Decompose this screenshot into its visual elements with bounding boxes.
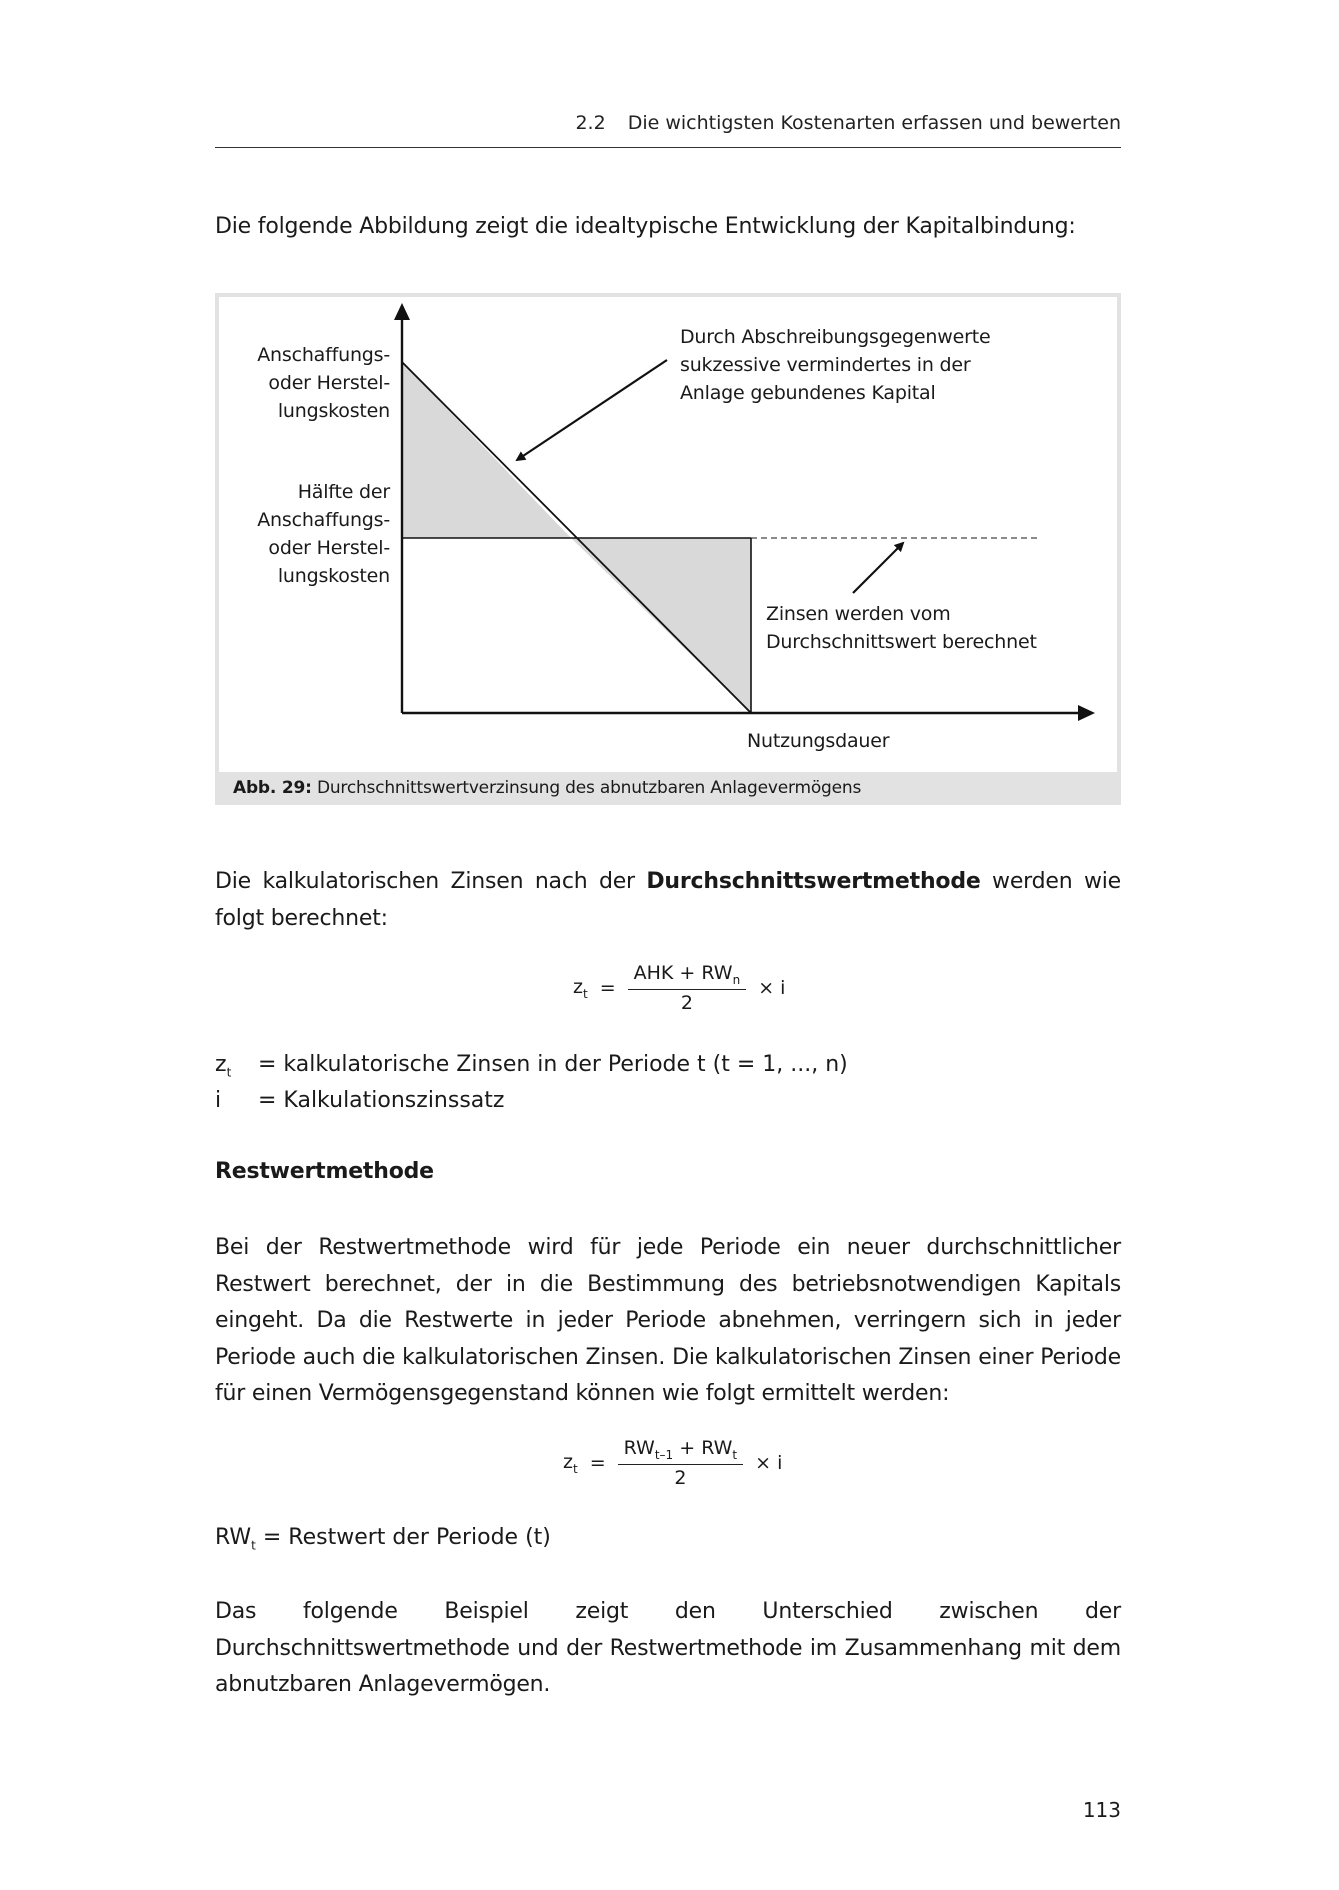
annotation-interest-line: Durchschnittswert berechnet xyxy=(766,631,1037,653)
y-label-half-cost-line: oder Herstel- xyxy=(268,537,390,559)
y-axis-arrowhead xyxy=(394,303,410,320)
formula-denominator: 2 xyxy=(680,991,693,1014)
y-label-full-cost xyxy=(215,341,390,425)
formula-multiplier: × i xyxy=(758,976,786,999)
legend-symbol-subscript: t xyxy=(226,1065,232,1080)
formula-multiplier: × i xyxy=(755,1451,783,1474)
legend-row-i xyxy=(215,1083,504,1119)
legend-symbol-text: z xyxy=(215,1052,227,1077)
numerator-subscript: t–1 xyxy=(654,1447,674,1462)
y-label-half-cost-line: Hälfte der xyxy=(297,481,390,503)
formula-average-method xyxy=(573,962,785,1014)
rw-definition-text: = Restwert der Periode (t) xyxy=(255,1525,551,1550)
residual-method-paragraph: Bei der Restwertmethode wird für jede Periode ein neuer durchschnittlicher Restwert berechnet, der in die Bestimmung des betriebsnotwendigen Kapitals eingeht. Da die Restwerte in jeder Periode abnehmen, verringern sich in jeder Periode auch die kalkulatorischen Zinsen. Die kalkulatorischen Zinsen einer Periode für einen Vermögensgegenstand können wie folgt ermittelt werden: xyxy=(215,1235,1121,1406)
page-number: 113 xyxy=(1082,1798,1121,1822)
example-intro-paragraph: Das folgende Beispiel zeigt den Unterschied zwischen der Durchschnittswertmethode und der Restwertmethode im Zusammenhang mit dem abnutzbaren Anlagevermögen. xyxy=(215,1599,1121,1697)
legend-definition: = kalkulatorische Zinsen in der Periode t (t = 1, ..., n) xyxy=(258,1052,848,1077)
formula-symbol: z xyxy=(563,1450,573,1473)
formula-numerator xyxy=(628,962,747,990)
formula-fraction xyxy=(618,1437,744,1489)
figure-caption xyxy=(215,772,1121,805)
numerator-text: AHK + RW xyxy=(633,962,733,984)
formula-symbol: z xyxy=(573,975,583,998)
annotation-depreciation xyxy=(680,323,1100,407)
rw-subscript: t xyxy=(251,1538,256,1553)
formula-denominator: 2 xyxy=(674,1466,687,1489)
formula-equals: = xyxy=(599,976,616,999)
legend-symbol-text: i xyxy=(215,1088,222,1113)
rw-symbol: RW xyxy=(215,1525,252,1550)
numerator-subscript: n xyxy=(732,972,741,987)
annotation-depreciation-line: sukzessive vermindertes in der xyxy=(680,354,971,376)
formula-subscript: t xyxy=(582,986,588,1001)
y-label-full-cost-line: Anschaffungs- xyxy=(257,344,390,366)
annotation-arrow-top xyxy=(517,360,667,460)
intro-paragraph: Die folgende Abbildung zeigt die idealtypische Entwicklung der Kapitalbindung: xyxy=(215,214,1076,239)
numerator-subscript: t xyxy=(732,1447,738,1462)
caption-label: Abb. 29: xyxy=(233,778,312,798)
annotation-interest-line: Zinsen werden vom xyxy=(766,603,951,625)
annotation-depreciation-line: Durch Abschreibungsgegenwerte xyxy=(680,326,991,348)
formula-residual-method xyxy=(563,1437,782,1489)
annotation-interest xyxy=(766,600,1106,656)
legend-definition: = Kalkulationszinssatz xyxy=(258,1088,505,1113)
numerator-plus: + xyxy=(679,1437,696,1459)
annotation-depreciation-line: Anlage gebundenes Kapital xyxy=(680,382,936,404)
paragraph-text: Die kalkulatorischen Zinsen nach der xyxy=(215,869,647,894)
y-label-half-cost xyxy=(215,478,390,590)
section-heading: Restwertmethode xyxy=(215,1159,434,1184)
residual-value-definition xyxy=(215,1520,551,1563)
x-axis-label: Nutzungsdauer xyxy=(747,730,890,752)
y-label-half-cost-line: lungskosten xyxy=(277,565,390,587)
y-label-full-cost-line: lungskosten xyxy=(277,400,390,422)
numerator-term: RW xyxy=(623,1437,655,1459)
numerator-term: RW xyxy=(701,1437,733,1459)
average-method-paragraph xyxy=(215,864,1121,937)
y-label-full-cost-line: oder Herstel- xyxy=(268,372,390,394)
formula-numerator xyxy=(618,1437,744,1465)
bold-term: Durchschnittswertmethode xyxy=(646,869,981,894)
section-title: Die wichtigsten Kostenarten erfassen und bewerten xyxy=(627,112,1121,134)
section-number: 2.2 xyxy=(575,112,606,134)
formula-lhs xyxy=(563,1451,578,1476)
running-head xyxy=(215,112,1121,148)
formula-subscript: t xyxy=(572,1461,578,1476)
formula-equals: = xyxy=(589,1451,606,1474)
annotation-arrow-bottom xyxy=(853,543,903,593)
y-label-half-cost-line: Anschaffungs- xyxy=(257,509,390,531)
paragraph-text: werden wie folgt berechnet: xyxy=(215,869,1121,931)
formula-fraction xyxy=(628,962,747,1014)
legend-symbol xyxy=(215,1083,258,1119)
caption-text: Durchschnittswertverzinsung des abnutzbaren Anlagevermögens xyxy=(311,778,862,798)
x-axis-arrowhead xyxy=(1078,705,1095,721)
formula-lhs xyxy=(573,976,588,1001)
